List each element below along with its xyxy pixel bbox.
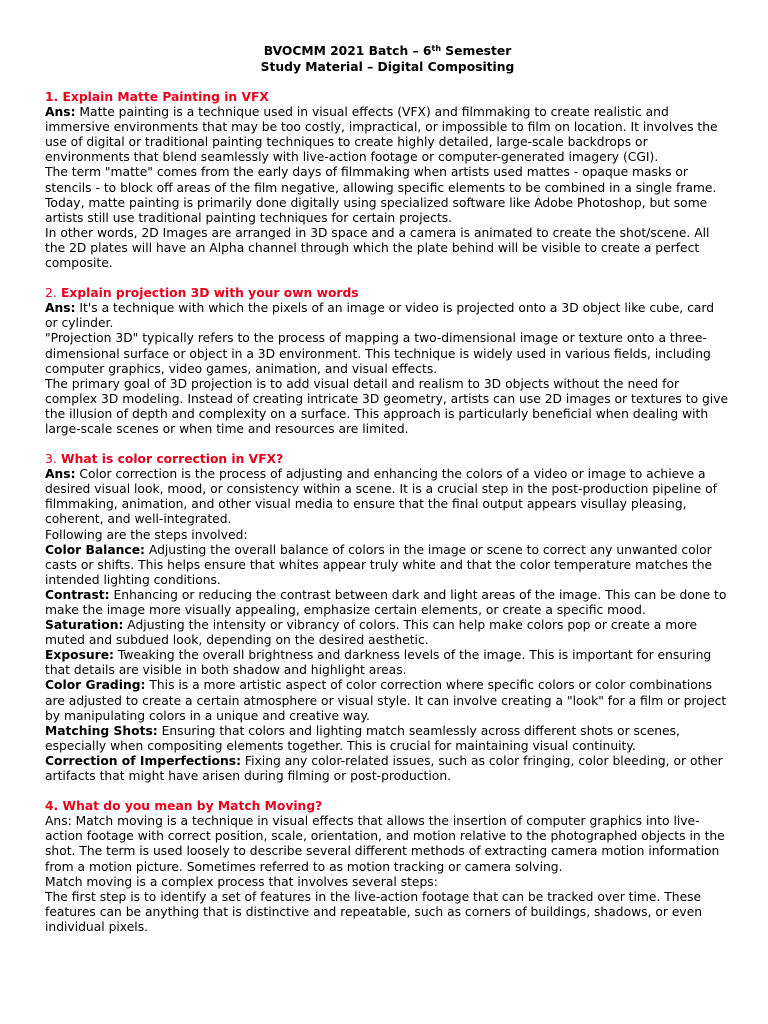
question-heading: 2. Explain projection 3D with your own words: [45, 286, 359, 301]
question-heading: 4. What do you mean by Match Moving?: [45, 799, 323, 814]
answer-paragraph: Ans: It's a technique with which the pixels of an image or video is projected onto a 3D object like cube, card or cylinder.: [45, 301, 715, 331]
step-saturation: Saturation: Adjusting the intensity or vibrancy of colors. This can help make colors pop or create a more muted and subdued look, depending on the desired aesthetic.: [45, 618, 698, 648]
answer-paragraph: The term "matte" comes from the early days of filmmaking when artists used mattes - opaque masks or stencils - to block off areas of the film negative, allowing specific elements to be combined in a single frame. Today, matte painting is primarily done digitally using specialized software like Adobe Photoshop, but some artists still use traditional painting techniques for certain projects.: [45, 165, 717, 225]
steps-intro: Following are the steps involved:: [45, 527, 248, 542]
header-line-2: Study Material – Digital Compositing: [260, 59, 515, 74]
answer-paragraph: The primary goal of 3D projection is to add visual detail and realism to 3D objects without the need for complex 3D modeling. Instead of creating intricate 3D geometry, artists can use 2D images or textures to give the illusion of depth and complexity on a surface. This approach is particularly beneficial when dealing with large-scale scenes or when time and resources are limited.: [45, 376, 729, 436]
step-correction-of-imperfections: Correction of Imperfections: Fixing any color-related issues, such as color fringing, color bleeding, or other artifacts that might have arisen during filming or post-production.: [45, 753, 723, 784]
question-heading: 3. What is color correction in VFX?: [45, 452, 284, 467]
answer-paragraph: Match moving is a complex process that involves several steps:: [45, 874, 438, 889]
answer-paragraph: Ans: Match moving is a technique in visual effects that allows the insertion of computer graphics into live-action footage with correct position, scale, orientation, and motion relative to the photographed objects in the shot. The term is used loosely to describe several different methods of extracting camera motion information from a motion picture. Sometimes referred to as motion tracking or camera solving.: [45, 814, 725, 874]
answer-paragraph: Ans: Color correction is the process of adjusting and enhancing the colors of a video or image to achieve a desired visual look, mood, or consistency within a scene. It is a crucial step in the post-production pipeline of filmmaking, animation, and other visual media to ensure that the final output appears visullay pleasing, coherent, and well-integrated.: [45, 467, 717, 527]
document-header: [45, 44, 730, 75]
step-color-grading: Color Grading: This is a more artistic aspect of color correction where specific colors or color combinations are adjusted to create a certain atmosphere or visual style. It can involve creating a "look" for a film or project by manipulating colors in a unique and creative way.: [45, 678, 727, 723]
step-matching-shots: Matching Shots: Ensuring that colors and lighting match seamlessly across different shots or scenes, especially when compositing elements together. This is crucial for maintaining visual continuity.: [45, 723, 680, 753]
step-exposure: Exposure: Tweaking the overall brightness and darkness levels of the image. This is important for ensuring that details are visible in both shadow and highlight areas.: [45, 648, 712, 678]
section-color-correction: [45, 452, 730, 784]
section-match-moving: [45, 799, 730, 935]
section-matte-painting: [45, 90, 730, 271]
step-contrast: Contrast: Enhancing or reducing the contrast between dark and light areas of the image. This can be done to make the image more visually appealing, emphasize certain elements, or create a specific mood.: [45, 587, 727, 617]
answer-paragraph: Ans: Matte painting is a technique used in visual effects (VFX) and filmmaking to create realistic and immersive environments that may be too costly, impractical, or impossible to film on location. It involves the use of digital or traditional painting techniques to create highly detailed, large-scale backdrops or environments that blend seamlessly with live-action footage or computer-generated imagery (CGI).: [45, 105, 718, 165]
answer-paragraph: In other words, 2D Images are arranged in 3D space and a camera is animated to create the shot/scene. All the 2D plates will have an Alpha channel through which the plate behind will be visible to create a perfect composite.: [45, 225, 710, 271]
answer-paragraph: The first step is to identify a set of features in the live-action footage that can be tracked over time. These features can be anything that is distinctive and repeatable, such as corners of buildings, shadows, or even individual pixels.: [45, 889, 703, 934]
step-color-balance: Color Balance: Adjusting the overall balance of colors in the image or scene to correct any unwanted color casts or shifts. This helps ensure that whites appear truly white and that the color temperature matches the intended lighting conditions.: [45, 542, 713, 587]
answer-paragraph: "Projection 3D" typically refers to the process of mapping a two-dimensional image or texture onto a three-dimensional surface or object in a 3D environment. This technique is widely used in various fields, including computer graphics, video games, animation, and visual effects.: [45, 331, 711, 376]
header-line-1: BVOCMM 2021 Batch – 6th Semester: [263, 44, 512, 58]
section-projection-3d: [45, 286, 730, 437]
question-heading: 1. Explain Matte Painting in VFX: [45, 90, 269, 104]
